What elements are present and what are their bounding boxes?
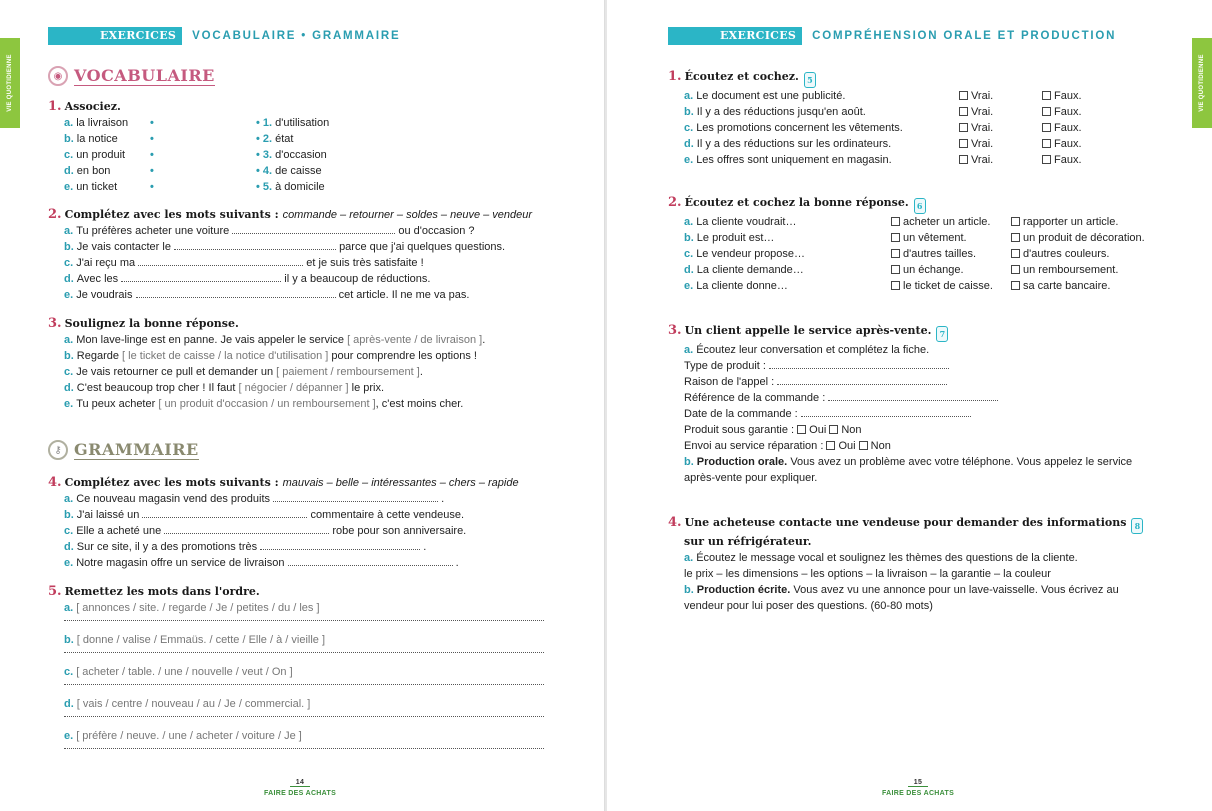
eye-icon: ◉ (48, 66, 68, 86)
blank-field[interactable] (138, 257, 303, 266)
multiple-choice-item: e. La cliente donne… le ticket de caisse. sa carte bancaire. (684, 280, 1111, 292)
association-right-item: • 1. d'utilisation (256, 117, 330, 129)
association-left-item: c. un produit • (64, 149, 154, 161)
association-left-item: b. la notice • (64, 133, 154, 145)
true-false-item: d. Il y a des réductions sur les ordinateurs. Vrai. Faux. (684, 138, 1082, 150)
match-dot[interactable]: • (256, 133, 263, 145)
audio-track-icon[interactable]: 6 (914, 198, 926, 214)
association-right-item: • 5. à domicile (256, 181, 325, 193)
fill-in-item: e. Notre magasin offre un service de livraison . (64, 557, 459, 569)
fill-in-item: c. J'ai reçu ma et je suis très satisfaite ! (64, 257, 424, 269)
page-footer: 15 FAIRE DES ACHATS (881, 779, 955, 797)
checkbox[interactable] (959, 123, 968, 132)
reorder-item: a. [ annonces / site. / regarde / Je / petites / du / les ] (64, 600, 548, 632)
blank-field[interactable] (174, 241, 336, 250)
option-2: rapporter un article. (1011, 214, 1118, 230)
faux-option: Faux. (1042, 120, 1082, 136)
field-input[interactable] (801, 408, 971, 417)
checkbox[interactable] (1011, 249, 1020, 258)
exercise-1-associate: 1. Associez. a. la livraison • b. la notice • c. un produit • d. en bon • e. un ticket • • 1. d'utilisation • 2. état • 3. d'occasion • 4. de caisse • 5. à domicile (48, 99, 588, 115)
option-2: sa carte bancaire. (1011, 278, 1110, 294)
answer-line[interactable] (64, 748, 544, 749)
choice-options[interactable]: [ le ticket de caisse / la notice d'utilisation ] (122, 350, 329, 362)
option-2: un produit de décoration. (1011, 230, 1145, 246)
side-tab: VIE QUOTIDIENNE (0, 38, 20, 128)
key-icon: ⚷ (48, 440, 68, 460)
checkbox[interactable] (891, 265, 900, 274)
form-field: Type de produit : (684, 358, 1188, 374)
match-dot[interactable]: • (256, 165, 263, 177)
vrai-option: Vrai. (959, 136, 993, 152)
reorder-item: b. [ donne / valise / Emmaüs. / cette / Elle / à / vieille ] (64, 632, 548, 664)
exercise-3-underline: 3. Soulignez la bonne réponse. a. Mon lave-linge est en panne. Je vais appeler le service [ après-vente / de livraison ]. b. Regarde [ le ticket de caisse / la notice d'utilisation ] pour comprendre les options ! c. Je vais retourner ce pull et demander un [ paiement / remboursement ]. d. C'est beaucoup trop cher ! Il faut [ négocier / dépanner ] le prix. e. Tu peux acheter [ un produit d'occasion / un remboursement ], c'est moins cher. (48, 316, 588, 412)
exercise-4-refrigerator: 4. Une acheteuse contacte une vendeuse pour demander des informations 8 sur un réfrigérateur. a. Écoutez le message vocal et soulignez les thèmes des questions de la cliente. le prix – les dimensions – les options – la livraison – la garantie – la couleur b. Production écrite. Vous avez vu une annonce pour un lave-vaisselle. Vous écrivez au vendeur pour lui poser des questions. (60-80 mots) (668, 515, 1188, 614)
multiple-choice-item: b. Le produit est… un vêtement. un produit de décoration. (684, 232, 1145, 244)
header-title: COMPRÉHENSION ORALE ET PRODUCTION (812, 30, 1117, 42)
exercise-2-listen-choose: 2. Écoutez et cochez la bonne réponse. 6 a. La cliente voudrait… acheter un article. rapporter un article. b. Le produit est… un vêtement. un produit de décoration. c. Le vendeur propose… d'autres tailles. d'autres couleurs. d. La cliente demande… un échange. un remboursement. e. La cliente donne… le ticket de caisse. sa carte bancaire. (668, 195, 1188, 294)
option-2: d'autres couleurs. (1011, 246, 1109, 262)
checkbox[interactable] (891, 233, 900, 242)
association-left-column (64, 115, 184, 195)
underline-item: b. Regarde [ le ticket de caisse / la notice d'utilisation ] pour comprendre les options ! (64, 350, 477, 362)
checkbox[interactable] (959, 107, 968, 116)
fill-in-item: d. Avec les il y a beaucoup de réductions. (64, 273, 431, 285)
underline-item: d. C'est beaucoup trop cher ! Il faut [ négocier / dépanner ] le prix. (64, 382, 385, 394)
match-dot[interactable]: • (256, 181, 263, 193)
association-left-item: d. en bon • (64, 165, 154, 177)
blank-field[interactable] (260, 541, 420, 550)
fill-in-item: b. J'ai laissé un commentaire à cette vendeuse. (64, 509, 465, 521)
exercise-3-after-sales: 3. Un client appelle le service après-vente. 7 a. Écoutez leur conversation et complétez la fiche. Type de produit : Raison de l'appel : Référence de la commande : Date de la commande : Produit sous garantie : Oui Non Envoi au service réparation : Oui Non b. Production orale. Vous avez un problème avec votre téléphone. Vous appelez le service après-vente pour expliquer. (668, 323, 1188, 486)
blank-field[interactable] (273, 493, 438, 502)
vocabulary-section-heading: ◉ VOCABULAIRE (48, 66, 215, 86)
field-input[interactable] (777, 376, 947, 385)
checkbox[interactable] (829, 425, 838, 434)
left-page (0, 0, 605, 811)
header-tag: EXERCICES (48, 27, 182, 45)
choice-options[interactable]: [ après-vente / de livraison ] (347, 334, 483, 346)
audio-track-icon[interactable]: 5 (804, 72, 816, 88)
fill-in-item: a. Ce nouveau magasin vend des produits . (64, 493, 445, 505)
vrai-option: Vrai. (959, 88, 993, 104)
choice-options[interactable]: [ négocier / dépanner ] (238, 382, 349, 394)
association-left-item: a. la livraison • (64, 117, 154, 129)
true-false-item: a. Le document est une publicité. Vrai. Faux. (684, 90, 1082, 102)
match-dot[interactable]: • (150, 133, 154, 145)
checkbox[interactable] (1042, 123, 1051, 132)
fill-in-item: b. Je vais contacter le parce que j'ai quelques questions. (64, 241, 506, 253)
association-right-item: • 4. de caisse (256, 165, 322, 177)
form-field: Raison de l'appel : (684, 374, 1188, 390)
blank-field[interactable] (121, 273, 281, 282)
association-right-item: • 3. d'occasion (256, 149, 327, 161)
checkbox[interactable] (891, 249, 900, 258)
form-field: Référence de la commande : (684, 390, 1188, 406)
blank-field[interactable] (136, 289, 336, 298)
checkbox[interactable] (1011, 265, 1020, 274)
checkbox[interactable] (1042, 91, 1051, 100)
fill-in-item: d. Sur ce site, il y a des promotions très . (64, 541, 427, 553)
checkbox[interactable] (1011, 281, 1020, 290)
blank-field[interactable] (164, 525, 329, 534)
multiple-choice-item: a. La cliente voudrait… acheter un article. rapporter un article. (684, 216, 1119, 228)
checkbox[interactable] (1011, 233, 1020, 242)
reorder-item: c. [ acheter / table. / une / nouvelle / veut / On ] (64, 664, 548, 696)
side-tab: VIE QUOTIDIENNE (1192, 38, 1212, 128)
faux-option: Faux. (1042, 152, 1082, 168)
faux-option: Faux. (1042, 88, 1082, 104)
exercise-2-complete: 2. Complétez avec les mots suivants : commande – retourner – soldes – neuve – vendeur a. Tu préfères acheter une voiture ou d'occasion ? b. Je vais contacter le parce que j'ai quelques questions. c. J'ai reçu ma et je suis très satisfaite ! d. Avec les il y a beaucoup de réductions. e. Je voudrais cet article. Il ne me va pas. (48, 207, 588, 303)
option-1: un échange. (891, 262, 964, 278)
faux-option: Faux. (1042, 104, 1082, 120)
vrai-option: Vrai. (959, 120, 993, 136)
vrai-option: Vrai. (959, 152, 993, 168)
fill-in-item: c. Elle a acheté une robe pour son anniversaire. (64, 525, 467, 537)
fill-in-item: e. Je voudrais cet article. Il ne me va pas. (64, 289, 470, 301)
underline-item: e. Tu peux acheter [ un produit d'occasion / un remboursement ], c'est moins cher. (64, 398, 464, 410)
checkbox[interactable] (959, 139, 968, 148)
vrai-option: Vrai. (959, 104, 993, 120)
multiple-choice-item: d. La cliente demande… un échange. un remboursement. (684, 264, 1119, 276)
blank-field[interactable] (288, 557, 453, 566)
option-1: le ticket de caisse. (891, 278, 993, 294)
underline-item: a. Mon lave-linge est en panne. Je vais appeler le service [ après-vente / de livraison ]. (64, 334, 486, 346)
checkbox[interactable] (891, 281, 900, 290)
match-dot[interactable]: • (256, 117, 263, 129)
checkbox[interactable] (797, 425, 806, 434)
multiple-choice-item: c. Le vendeur propose… d'autres tailles. d'autres couleurs. (684, 248, 1110, 260)
checkbox[interactable] (1042, 155, 1051, 164)
faux-option: Faux. (1042, 136, 1082, 152)
grammar-section-heading: ⚷ GRAMMAIRE (48, 440, 199, 460)
blank-field[interactable] (232, 225, 395, 234)
match-dot[interactable]: • (150, 165, 154, 177)
checkbox[interactable] (959, 155, 968, 164)
true-false-item: b. Il y a des réductions jusqu'en août. Vrai. Faux. (684, 106, 1082, 118)
underline-item: c. Je vais retourner ce pull et demander un [ paiement / remboursement ]. (64, 366, 423, 378)
checkbox[interactable] (1042, 107, 1051, 116)
match-dot[interactable]: • (150, 149, 154, 161)
page-header (668, 27, 1116, 45)
match-dot[interactable]: • (150, 181, 154, 193)
reorder-item: e. [ préfère / neuve. / une / acheter / voiture / Je ] (64, 728, 548, 760)
form-fields (684, 358, 1188, 422)
choice-options[interactable]: [ un produit d'occasion / un remboursement ] (158, 398, 376, 410)
answer-line[interactable] (64, 652, 544, 653)
option-1: acheter un article. (891, 214, 990, 230)
true-false-item: e. Les offres sont uniquement en magasin. Vrai. Faux. (684, 154, 1082, 166)
audio-track-icon[interactable]: 8 (1131, 518, 1143, 534)
match-dot[interactable]: • (150, 117, 154, 129)
answer-line[interactable] (64, 620, 544, 621)
right-page (607, 0, 1212, 811)
option-1: un vêtement. (891, 230, 967, 246)
answer-line[interactable] (64, 684, 544, 685)
header-title: VOCABULAIRE • GRAMMAIRE (192, 30, 401, 42)
repair-field: Envoi au service réparation : Oui Non (684, 440, 891, 452)
reorder-item: d. [ vais / centre / nouveau / au / Je / commercial. ] (64, 696, 548, 728)
checkbox[interactable] (891, 217, 900, 226)
header-tag: EXERCICES (668, 27, 802, 45)
exercise-5-reorder: 5. Remettez les mots dans l'ordre. a. [ annonces / site. / regarde / Je / petites / du / les ] b. [ donne / valise / Emmaüs. / cette / Elle / à / vieille ] c. [ acheter / table. / une / nouvelle / veut / On ] d. [ vais / centre / nouveau / au / Je / commercial. ] e. [ préfère / neuve. / une / acheter / voiture / Je ] (48, 584, 548, 760)
checkbox[interactable] (1011, 217, 1020, 226)
answer-line[interactable] (64, 716, 544, 717)
match-dot[interactable]: • (256, 149, 263, 161)
association-right-column (256, 115, 456, 195)
field-input[interactable] (769, 360, 949, 369)
audio-track-icon[interactable]: 7 (936, 326, 948, 342)
choice-options[interactable]: [ paiement / remboursement ] (276, 366, 420, 378)
page-footer: 14 FAIRE DES ACHATS (263, 779, 337, 797)
warranty-field: Produit sous garantie : Oui Non (684, 424, 862, 436)
blank-field[interactable] (142, 509, 307, 518)
exercise-4-complete: 4. Complétez avec les mots suivants : mauvais – belle – intéressantes – chers – rapide a. Ce nouveau magasin vend des produits . b. J'ai laissé un commentaire à cette vendeuse. c. Elle a acheté une robe pour son anniversaire. d. Sur ce site, il y a des promotions très . e. Notre magasin offre un service de livraison . (48, 475, 588, 571)
association-right-item: • 2. état (256, 133, 294, 145)
option-2: un remboursement. (1011, 262, 1118, 278)
form-field: Date de la commande : (684, 406, 1188, 422)
field-input[interactable] (828, 392, 998, 401)
true-false-item: c. Les promotions concernent les vêtements. Vrai. Faux. (684, 122, 1082, 134)
checkbox[interactable] (959, 91, 968, 100)
exercise-1-listen-check: 1. Écoutez et cochez. 5 a. Le document est une publicité. Vrai. Faux. b. Il y a des réductions jusqu'en août. Vrai. Faux. c. Les promotions concernent les vêtements. Vrai. Faux. d. Il y a des réductions sur les ordinateurs. Vrai. Faux. e. Les offres sont uniquement en magasin. Vrai. Faux. (668, 69, 1188, 168)
association-left-item: e. un ticket • (64, 181, 154, 193)
option-1: d'autres tailles. (891, 246, 976, 262)
fill-in-item: a. Tu préfères acheter une voiture ou d'occasion ? (64, 225, 475, 237)
checkbox[interactable] (859, 441, 868, 450)
checkbox[interactable] (826, 441, 835, 450)
page-header (48, 27, 400, 45)
checkbox[interactable] (1042, 139, 1051, 148)
